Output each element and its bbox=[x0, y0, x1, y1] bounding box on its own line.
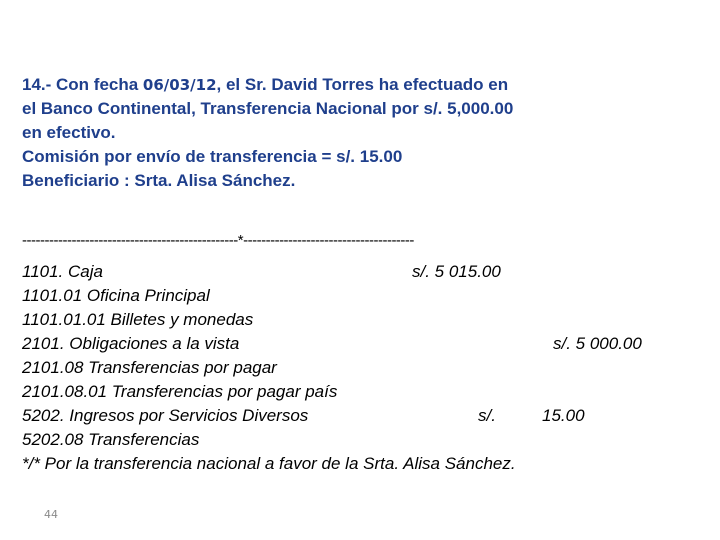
debit-amount: s/. 5 015.00 bbox=[412, 262, 501, 281]
credit-amount: s/. 5 000.00 bbox=[553, 334, 642, 353]
entry-row-transferencias-pais bbox=[22, 380, 712, 404]
account-label: 2101. Obligaciones a la vista bbox=[22, 334, 240, 353]
journal-entry bbox=[22, 260, 712, 476]
account-label: 2101.08 Transferencias por pagar bbox=[22, 358, 277, 377]
entry-row-transferencias-pagar bbox=[22, 356, 712, 380]
account-label: 1101.01.01 Billetes y monedas bbox=[22, 310, 254, 329]
problem-line-3: en efectivo. bbox=[22, 123, 116, 142]
entry-gloss: */* Por la transferencia nacional a favor de la Srta. Alisa Sánchez. bbox=[22, 454, 516, 473]
commission-line: Comisión por envío de transferencia = s/. 15.00 bbox=[22, 147, 403, 166]
entry-row-caja bbox=[22, 260, 712, 284]
problem-line-2: el Banco Continental, Transferencia Nacional por s/. 5,000.00 bbox=[22, 99, 514, 118]
credit-currency: s/. bbox=[478, 406, 496, 425]
entry-row-obligaciones bbox=[22, 332, 712, 356]
problem-statement bbox=[22, 73, 513, 193]
account-label: 2101.08.01 Transferencias por pagar país bbox=[22, 382, 338, 401]
journal-divider: ------------------------------------------------*-------------------------------------- bbox=[22, 232, 414, 249]
credit-amount: 15.00 bbox=[542, 406, 585, 425]
entry-row-oficina bbox=[22, 284, 712, 308]
account-label: 1101. Caja bbox=[22, 262, 103, 281]
account-label: 5202. Ingresos por Servicios Diversos bbox=[22, 406, 309, 425]
entry-row-ingresos bbox=[22, 404, 712, 428]
problem-line-1 bbox=[22, 73, 513, 97]
transaction-date: 06/03/12 bbox=[142, 76, 217, 94]
problem-line-1-suffix: , el Sr. David Torres ha efectuado en bbox=[216, 75, 509, 94]
account-label: 5202.08 Transferencias bbox=[22, 430, 200, 449]
beneficiary-line: Beneficiario : Srta. Alisa Sánchez. bbox=[22, 171, 296, 190]
entry-row-transferencias bbox=[22, 428, 712, 452]
account-label: 1101.01 Oficina Principal bbox=[22, 286, 210, 305]
problem-line-1-prefix: 14.- Con fecha bbox=[22, 75, 143, 94]
page-number: 44 bbox=[44, 508, 58, 521]
entry-row-billetes bbox=[22, 308, 712, 332]
